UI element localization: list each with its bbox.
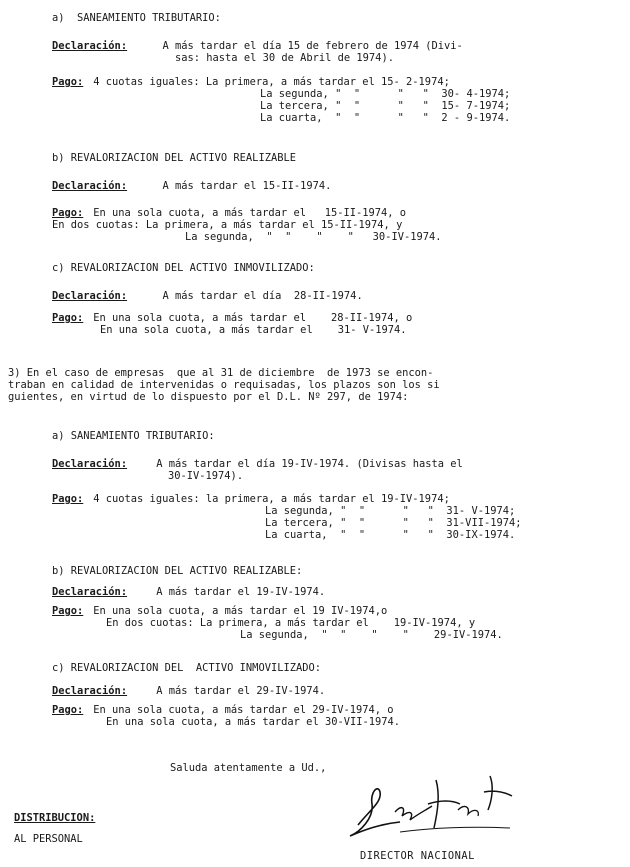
heading-a-saneamiento: a) SANEAMIENTO TRIBUTARIO:	[52, 12, 221, 24]
pago-text: La segunda, " " " " 30- 4-1974;	[260, 88, 511, 100]
pago-label: Pago:	[52, 605, 84, 617]
declaracion-text: A más tardar el día 15 de febrero de 1974 (Divi-	[150, 40, 463, 52]
declaracion-label: Declaración:	[52, 40, 128, 52]
closing-salutation: Saluda atentamente a Ud.,	[170, 762, 327, 774]
declaracion-text: A más tardar el 29-IV-1974.	[150, 685, 326, 697]
pago-label: Pago:	[52, 312, 84, 324]
pago-text: En una sola cuota, a más tardar el 15-II-1974, o	[87, 207, 407, 219]
paragraph-3: 3) En el caso de empresas que al 31 de diciembre de 1973 se encon-	[8, 367, 434, 379]
pago-text: En una sola cuota, a más tardar el 19 IV-1974,o	[87, 605, 388, 617]
pago-text: La tercera, " " " " 31-VII-1974;	[265, 517, 522, 529]
pago-label: Pago:	[52, 493, 84, 505]
pago-text: 4 cuotas iguales: La primera, a más tardar el 15- 2-1974;	[87, 76, 450, 88]
heading-c-inmovilizado: c) REVALORIZACION DEL ACTIVO INMOVILIZADO:	[52, 262, 315, 274]
pago-label: Pago:	[52, 207, 84, 219]
declaracion-label: Declaración:	[52, 458, 128, 470]
declaracion-text: A más tardar el día 28-II-1974.	[150, 290, 363, 302]
pago-text: La cuarta, " " " " 30-IX-1974.	[265, 529, 516, 541]
pago-text: En una sola cuota, a más tardar el 30-VII-1974.	[106, 716, 401, 728]
pago-text: La tercera, " " " " 15- 7-1974;	[260, 100, 511, 112]
distribucion-value: AL PERSONAL	[14, 833, 83, 845]
declaracion-text: A más tardar el día 19-IV-1974. (Divisas hasta el	[150, 458, 463, 470]
pago-text: La segunda, " " " " 30-IV-1974.	[185, 231, 442, 243]
paragraph-3: guientes, en virtud de lo dispuesto por el D.L. Nº 297, de 1974:	[8, 391, 409, 403]
signature	[340, 770, 540, 850]
pago-text: En dos cuotas: La primera, a más tardar el 15-II-1974, y	[52, 219, 403, 231]
pago-text: La segunda, " " " " 29-IV-1974.	[240, 629, 503, 641]
signatory-title: DIRECTOR NACIONAL	[360, 850, 475, 862]
pago-label: Pago:	[52, 76, 84, 88]
declaracion-label: Declaración:	[52, 586, 128, 598]
pago-text: En una sola cuota, a más tardar el 29-IV-1974, o	[87, 704, 394, 716]
pago-text: La segunda, " " " " 31- V-1974;	[265, 505, 516, 517]
pago-text: 4 cuotas iguales: la primera, a más tardar el 19-IV-1974;	[87, 493, 450, 505]
pago-text: La cuarta, " " " " 2 - 9-1974.	[260, 112, 511, 124]
distribucion-label: DISTRIBUCION:	[14, 812, 96, 824]
declaracion-text: 30-IV-1974).	[168, 470, 244, 482]
declaracion-label: Declaración:	[52, 685, 128, 697]
paragraph-3: traban en calidad de intervenidas o requisadas, los plazos son los si	[8, 379, 440, 391]
declaracion-label: Declaración:	[52, 290, 128, 302]
heading-c-inmovilizado: c) REVALORIZACION DEL ACTIVO INMOVILIZADO:	[52, 662, 321, 674]
declaracion-label: Declaración:	[52, 180, 128, 192]
declaracion-text: A más tardar el 15-II-1974.	[150, 180, 332, 192]
pago-text: En una sola cuota, a más tardar el 28-II-1974, o	[87, 312, 413, 324]
heading-a-saneamiento: a) SANEAMIENTO TRIBUTARIO:	[52, 430, 215, 442]
declaracion-text: sas: hasta el 30 de Abril de 1974).	[175, 52, 394, 64]
pago-text: En dos cuotas: La primera, a más tardar el 19-IV-1974, y	[106, 617, 476, 629]
pago-label: Pago:	[52, 704, 84, 716]
heading-b-realizable: b) REVALORIZACION DEL ACTIVO REALIZABLE	[52, 152, 296, 164]
pago-text: En una sola cuota, a más tardar el 31- V-1974.	[100, 324, 407, 336]
heading-b-realizable: b) REVALORIZACION DEL ACTIVO REALIZABLE:	[52, 565, 303, 577]
declaracion-text: A más tardar el 19-IV-1974.	[150, 586, 326, 598]
